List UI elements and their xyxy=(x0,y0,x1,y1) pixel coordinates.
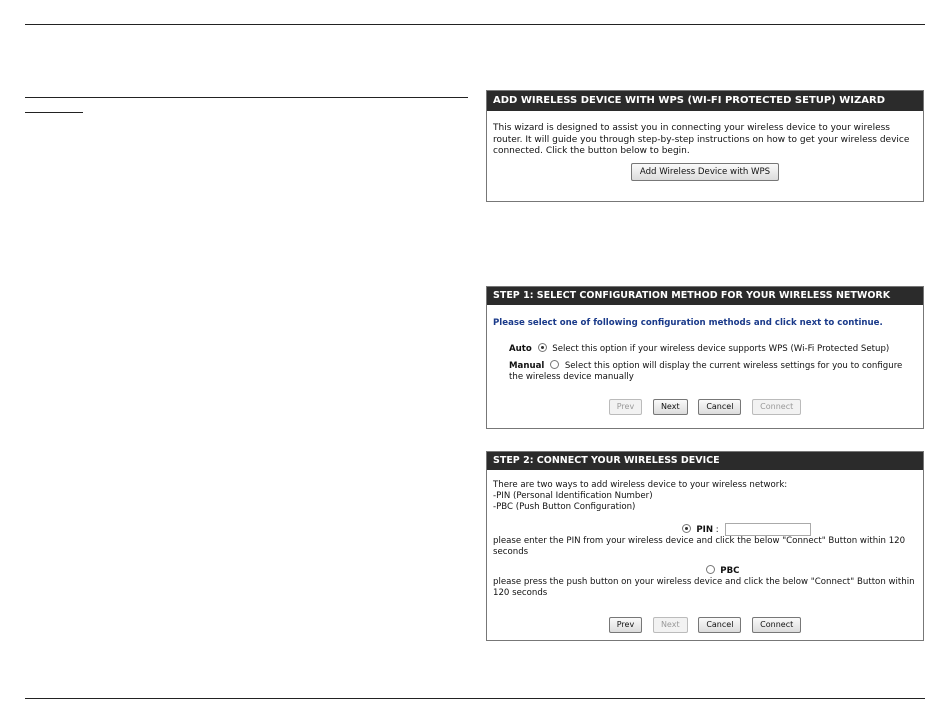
step1-title: STEP 1: SELECT CONFIGURATION METHOD FOR YOUR WIRELESS NETWORK xyxy=(487,287,923,305)
step2-method-pbc: -PBC (Push Button Configuration) xyxy=(493,502,636,512)
option-auto-label: Auto xyxy=(509,344,532,354)
pbc-radio[interactable] xyxy=(706,565,715,574)
step2-panel xyxy=(486,451,924,641)
pbc-row xyxy=(493,565,917,577)
step2-next-button[interactable]: Next xyxy=(653,617,688,633)
step1-panel xyxy=(486,286,924,429)
manual-radio[interactable] xyxy=(550,360,559,369)
pin-radio[interactable] xyxy=(682,524,691,533)
option-manual xyxy=(493,360,917,383)
step2-intro: There are two ways to add wireless device to your wireless network: xyxy=(493,480,788,490)
pin-label: PIN xyxy=(696,525,714,535)
step2-prev-button[interactable]: Prev xyxy=(609,617,642,633)
wps-wizard-panel xyxy=(486,90,924,202)
pbc-note: please press the push button on your wireless device and click the below "Connect" Button within 120 seconds xyxy=(493,577,915,598)
step1-next-button[interactable]: Next xyxy=(653,399,688,415)
pbc-label: PBC xyxy=(720,566,740,576)
left-column-underline xyxy=(25,112,83,113)
step1-prev-button[interactable]: Prev xyxy=(609,399,642,415)
wps-wizard-description: This wizard is designed to assist you in connecting your wireless device to your wireless router. It will guide you through step-by-step instructions on how to get your wireless device connected. Click the button below to begin. xyxy=(493,123,910,156)
option-manual-label: Manual xyxy=(509,361,545,371)
step1-cancel-button[interactable]: Cancel xyxy=(698,399,741,415)
option-manual-description: Select this option will display the current wireless settings for you to configure the wireless device manually xyxy=(509,361,903,382)
left-column-rule xyxy=(25,97,468,98)
step2-title: STEP 2: CONNECT YOUR WIRELESS DEVICE xyxy=(487,452,923,470)
footer-rule xyxy=(25,698,925,699)
pin-input[interactable] xyxy=(725,523,811,536)
auto-radio[interactable] xyxy=(538,343,547,352)
step2-button-row xyxy=(493,617,917,633)
pin-separator: : xyxy=(715,525,719,535)
add-wireless-device-button[interactable]: Add Wireless Device with WPS xyxy=(631,163,779,181)
wps-wizard-title: ADD WIRELESS DEVICE WITH WPS (WI-FI PROTECTED SETUP) WIZARD xyxy=(487,91,923,111)
option-auto-description: Select this option if your wireless device supports WPS (Wi-Fi Protected Setup) xyxy=(552,344,890,354)
step2-cancel-button[interactable]: Cancel xyxy=(698,617,741,633)
step1-button-row xyxy=(493,399,917,415)
header-rule xyxy=(25,24,925,25)
pin-row xyxy=(493,523,917,536)
pin-note: please enter the PIN from your wireless device and click the below "Connect" Button within 120 seconds xyxy=(493,536,906,557)
step2-method-pin: -PIN (Personal Identification Number) xyxy=(493,491,653,501)
step2-connect-button[interactable]: Connect xyxy=(752,617,801,633)
option-auto xyxy=(493,343,917,355)
step1-connect-button[interactable]: Connect xyxy=(752,399,801,415)
step1-instruction: Please select one of following configuration methods and click next to continue. xyxy=(493,318,883,328)
